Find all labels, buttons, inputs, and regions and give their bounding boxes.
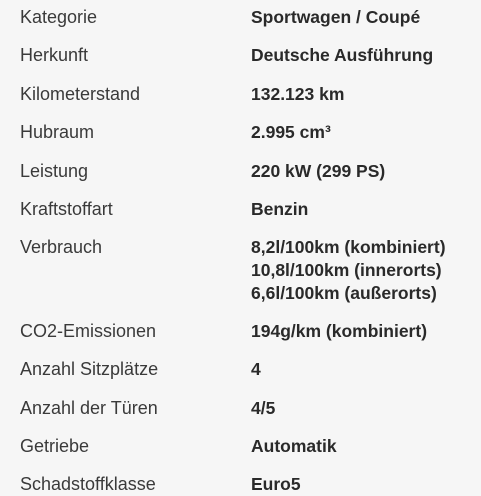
- spec-label: Kilometerstand: [20, 84, 141, 104]
- spec-label: Hubraum: [20, 122, 95, 142]
- spec-value-line: 2.995 cm³: [251, 122, 331, 142]
- spec-label: Leistung: [20, 161, 89, 181]
- spec-label: CO2-Emissionen: [20, 321, 157, 341]
- spec-label: Kraftstoffart: [20, 199, 113, 219]
- spec-value: [251, 121, 331, 144]
- spec-value: [251, 320, 427, 343]
- spec-value: [251, 473, 301, 496]
- spec-value-line: Sportwagen / Coupé: [251, 7, 421, 27]
- spec-value-line: 132.123 km: [251, 84, 345, 104]
- spec-value: [251, 198, 308, 221]
- spec-label: Verbrauch: [20, 237, 103, 257]
- spec-value-line: Deutsche Ausführung: [251, 45, 434, 65]
- spec-label: Schadstoffklasse: [20, 474, 156, 494]
- spec-value-line: 194g/km (kombiniert): [251, 321, 428, 341]
- spec-value-line: Euro5: [251, 474, 301, 494]
- spec-value: [251, 83, 344, 106]
- spec-value: [251, 397, 275, 420]
- spec-value-line: 8,2l/100km (kombiniert): [251, 237, 446, 257]
- spec-value-line: 6,6l/100km (außerorts): [251, 283, 437, 303]
- spec-label: Getriebe: [20, 436, 90, 456]
- spec-label: Anzahl Sitzplätze: [20, 359, 159, 379]
- spec-label: Anzahl der Türen: [20, 398, 158, 418]
- spec-label: Herkunft: [20, 45, 89, 65]
- spec-value: [251, 236, 446, 305]
- spec-value-line: 4: [251, 359, 261, 379]
- spec-value: [251, 435, 337, 458]
- spec-value: [251, 6, 420, 29]
- spec-value-line: 10,8l/100km (innerorts): [251, 260, 442, 280]
- spec-value-line: 4/5: [251, 398, 276, 418]
- spec-label: Kategorie: [20, 7, 98, 27]
- spec-value: [251, 358, 261, 381]
- spec-value-line: 220 kW (299 PS): [251, 161, 386, 181]
- spec-value: [251, 44, 433, 67]
- spec-value-line: Automatik: [251, 436, 337, 456]
- spec-value: [251, 160, 385, 183]
- spec-value-line: Benzin: [251, 199, 309, 219]
